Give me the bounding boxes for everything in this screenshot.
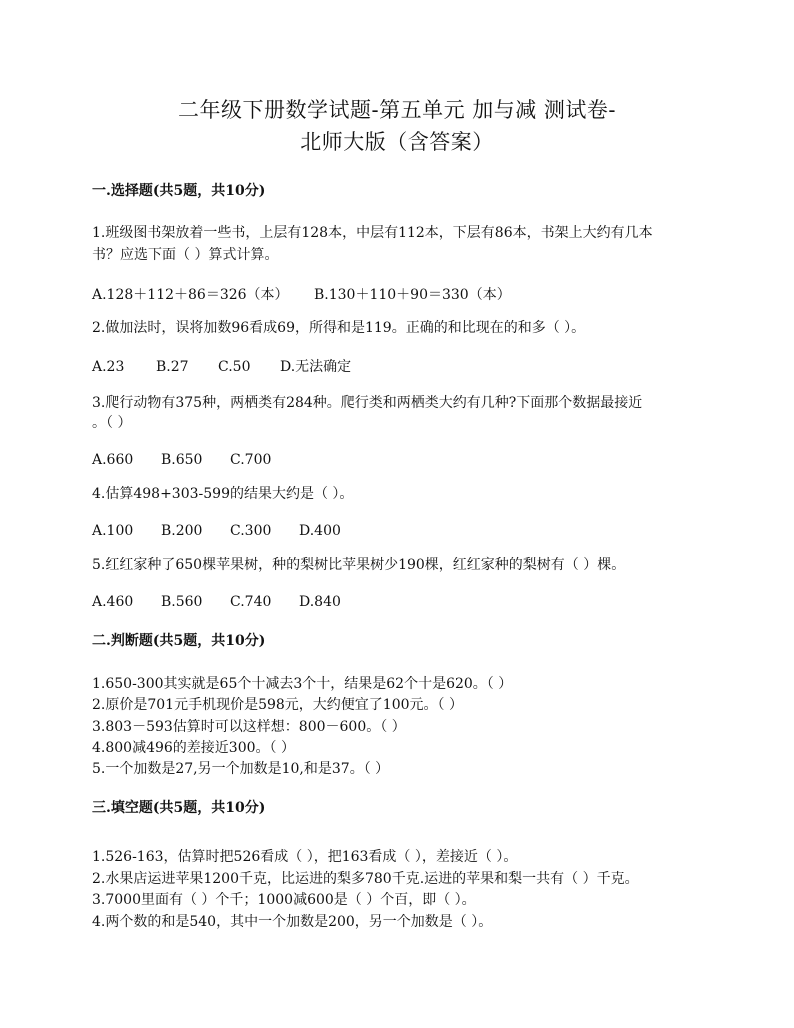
fill-blank-item: 1.526-163，估算时把526看成（ ），把163看成（ ），差接近（ ）。 [92,849,518,865]
fill-blank-item: 4.两个数的和是540，其中一个加数是200，另一个加数是（ ）。 [92,914,493,930]
option-a: A.23 [92,359,125,375]
question-5-options [92,592,341,612]
option-c: C.50 [218,359,251,375]
option-b: B.27 [156,359,189,375]
judgment-item: 1.650-300其实就是65个十减去3个十，结果是62个十是620。（ ） [92,676,513,692]
question-2-line-1: 2.做加法时，误将加数96看成69，所得和是119。正确的和比现在的和多（ ）。 [92,320,586,336]
option-a: A.460 [92,594,134,610]
question-3-options [92,450,271,470]
question-1-options [92,285,511,305]
question-1-line-1: 1.班级图书架放着一些书，上层有128本，中层有112本，下层有86本，书架上大约有几本 [92,225,653,241]
fill-blank-item: 2.水果店运进苹果1200千克，比运进的梨多780千克.运进的苹果和梨一共有（ ）千克。 [92,871,639,887]
option-a: A.100 [92,523,134,539]
question-4-options [92,521,341,541]
option-d: D.400 [299,523,341,539]
option-b: B.200 [161,523,203,539]
section-1-heading: 一.选择题(共5题，共10分) [92,183,266,199]
option-b: B.130＋110＋90＝330（本） [314,287,511,303]
fill-blank-item: 3.7000里面有（ ）个千；1000减600是（ ）个百，即（ ）。 [92,892,476,908]
judgment-item: 2.原价是701元手机现价是598元，大约便宜了100元。（ ） [92,697,463,713]
option-b: B.650 [161,452,203,468]
judgment-item: 5.一个加数是27,另一个加数是10,和是37。（ ） [92,761,390,777]
option-d: D.840 [299,594,341,610]
judgment-item: 4.800减496的差接近300。（ ） [92,740,295,756]
option-c: C.740 [230,594,272,610]
section-3-heading: 三.填空题(共5题，共10分) [92,800,266,816]
judgment-item: 3.803－593估算时可以这样想：800－600。（ ） [92,719,406,735]
option-a: A.660 [92,452,134,468]
option-a: A.128＋112＋86＝326（本） [92,287,289,303]
question-4-line-1: 4.估算498+303-599的结果大约是（ ）。 [92,486,354,502]
question-2-options [92,357,351,377]
title-line-1: 二年级下册数学试题-第五单元 加与减 测试卷- [177,98,617,122]
question-3-line-1: 3.爬行动物有375种，两栖类有284种。爬行类和两栖类大约有几种?下面那个数据最接近 [92,395,643,411]
question-5-line-1: 5.红红家种了650棵苹果树，种的梨树比苹果树少190棵，红红家种的梨树有（ ）棵。 [92,557,626,573]
question-1-line-2: 书？应选下面（ ）算式计算。 [92,247,279,263]
option-c: C.300 [230,523,272,539]
section-2-heading: 二.判断题(共5题，共10分) [92,633,266,649]
option-b: B.560 [161,594,203,610]
title-line-2: 北师大版（含答案） [300,130,494,154]
question-3-line-2: 。（ ） [92,415,132,431]
option-d: D.无法确定 [280,359,352,375]
option-c: C.700 [230,452,272,468]
